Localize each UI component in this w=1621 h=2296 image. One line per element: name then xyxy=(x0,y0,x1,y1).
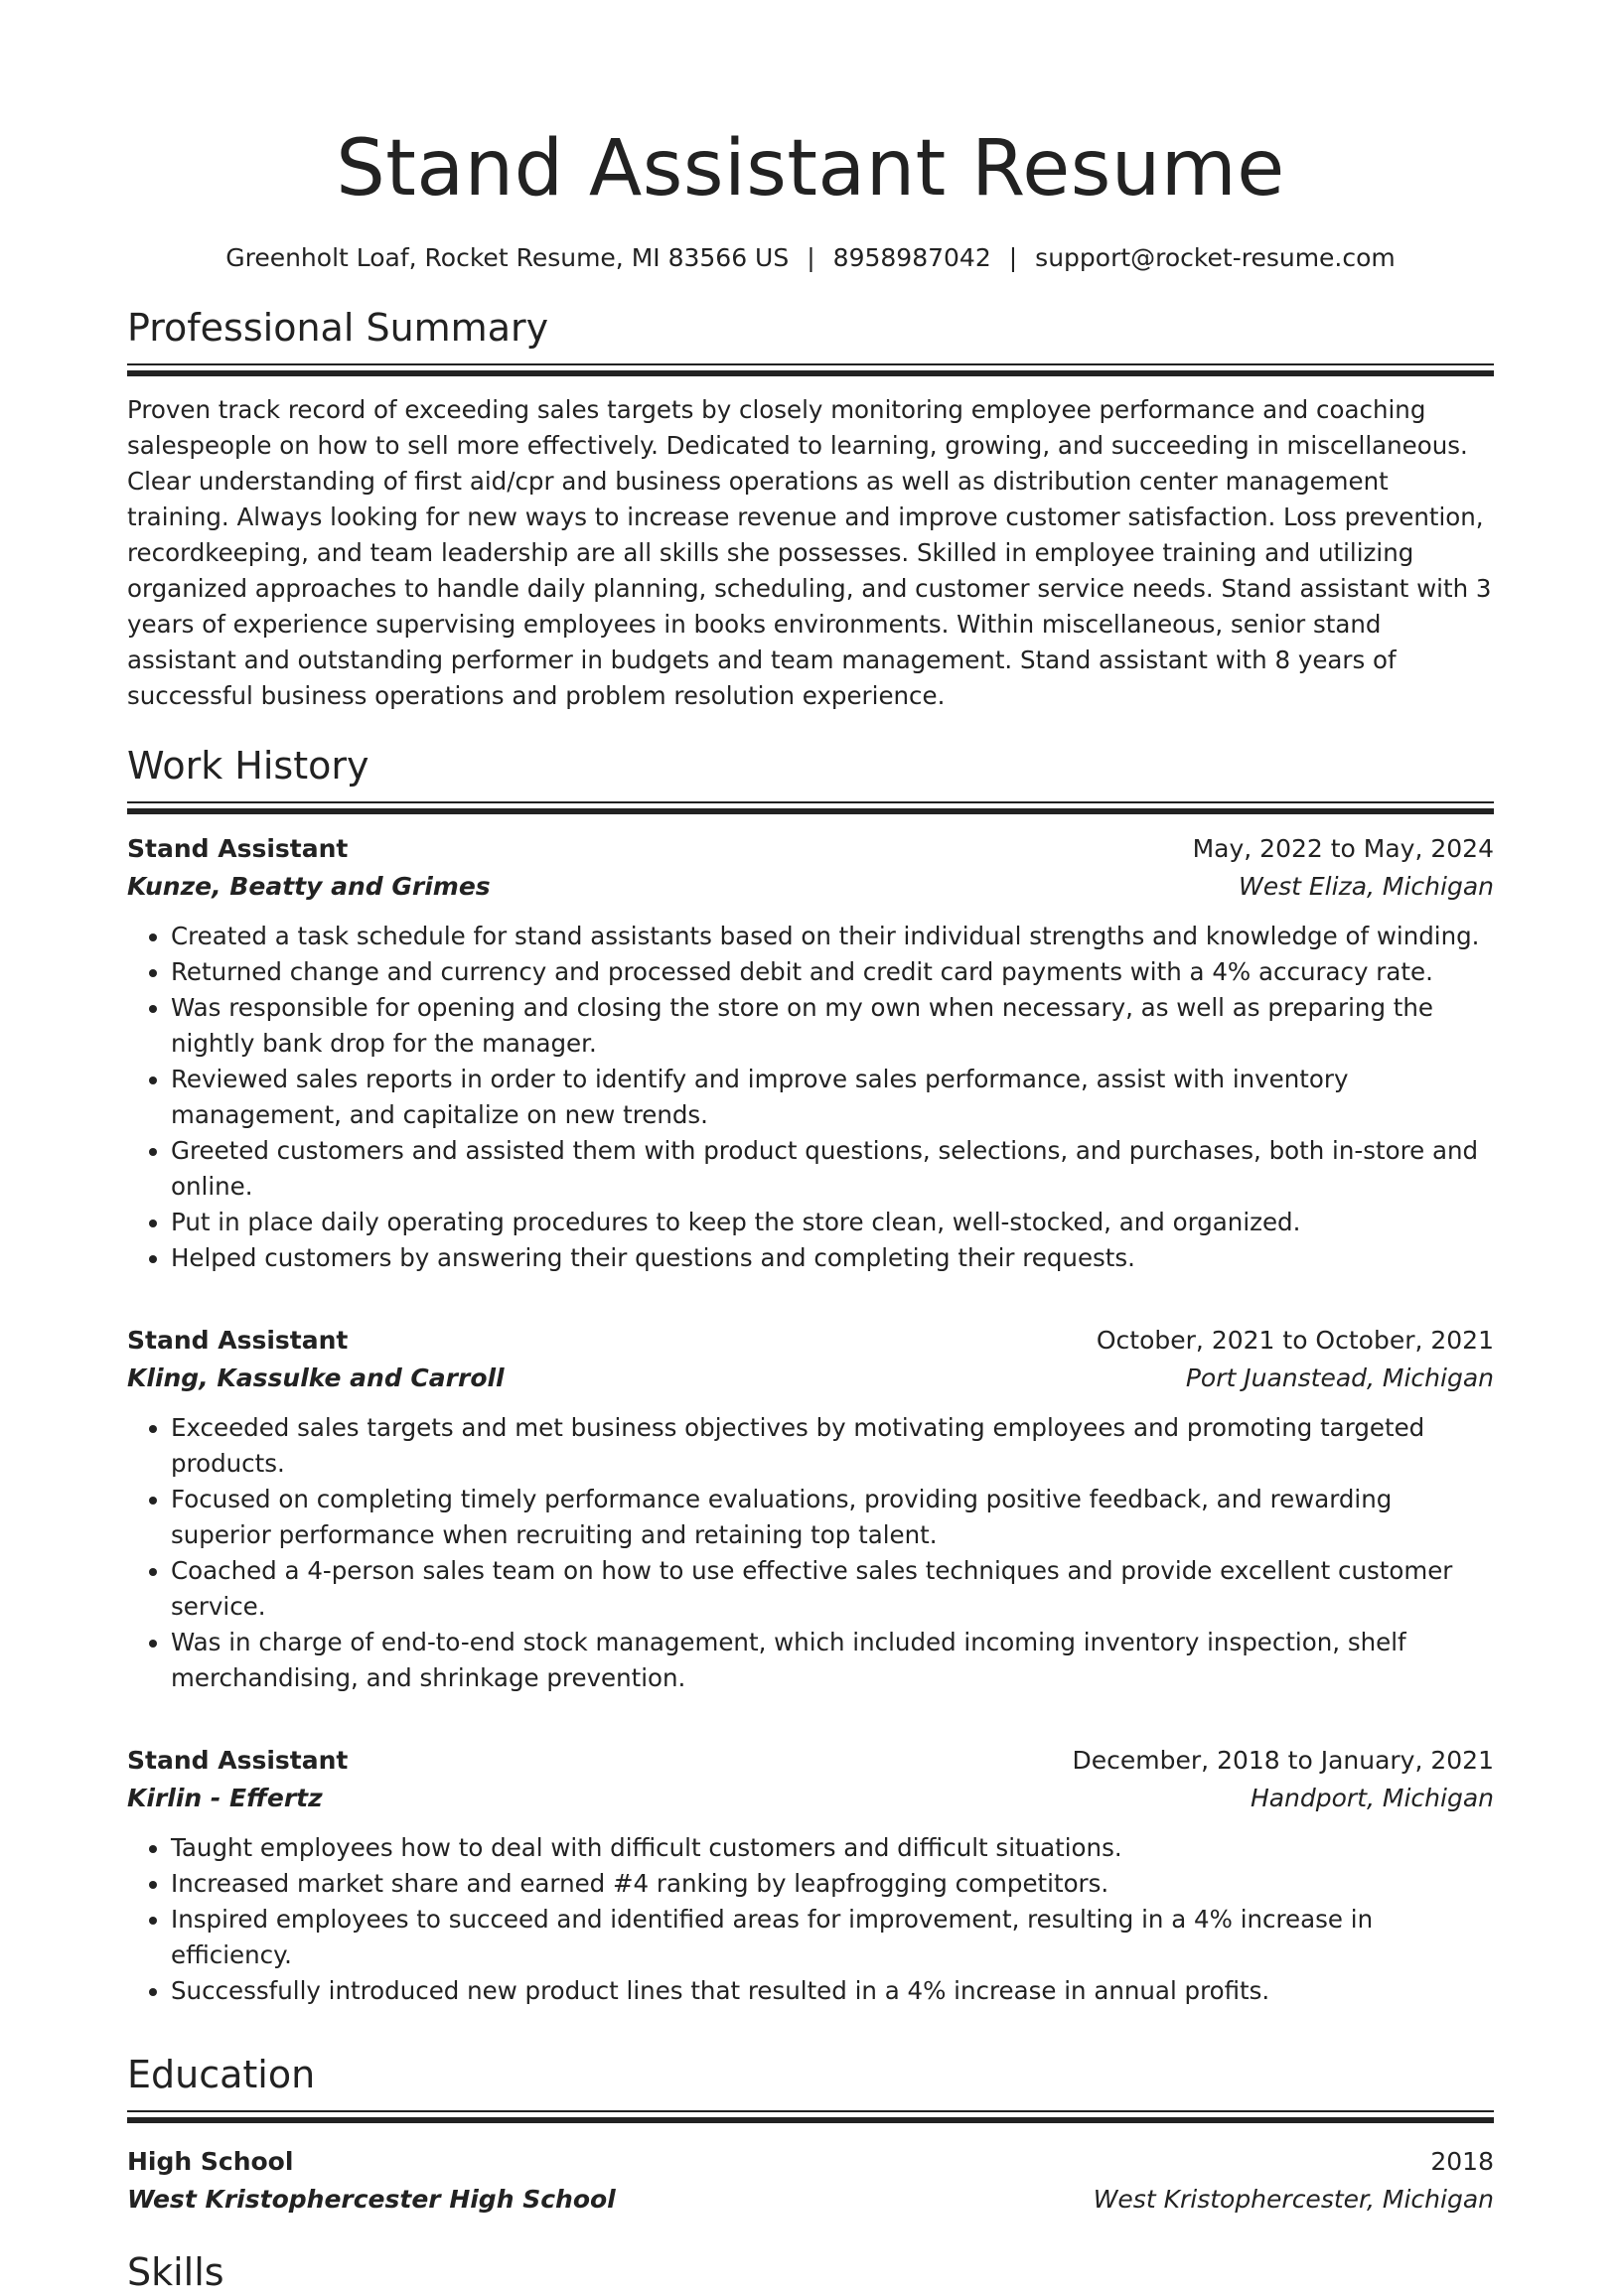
job-entry xyxy=(127,1322,1494,1696)
job-company-row xyxy=(127,1360,1494,1397)
job-location: Handport, Michigan xyxy=(1250,1784,1494,1812)
job-title: Stand Assistant xyxy=(127,834,349,863)
education-section xyxy=(127,2051,1494,2219)
job-header-row xyxy=(127,830,1494,868)
summary-text: Proven track record of exceeding sales targets by closely monitoring employee performance and coaching salespeople on how to sell more effectively. Dedicated to learning, growing, and succeeding in miscellaneous. Clear understanding of first aid/cpr and business operations as well as distribution center management training. Always looking for new ways to increase revenue and improve customer satisfaction. Loss prevention, recordkeeping, and team leadership are all skills she possesses. Skilled in employee training and utilizing organized approaches to handle daily planning, scheduling, and customer service needs. Stand assistant with 3 years of experience supervising employees in books environments. Within miscellaneous, senior stand assistant and outstanding performer in budgets and team management. Stand assistant with 8 years of successful business operations and problem resolution experience. xyxy=(127,395,1492,710)
job-location: Port Juanstead, Michigan xyxy=(1185,1363,1494,1392)
job-bullet: • Increased market share and earned #4 ranking by leapfrogging competitors. xyxy=(171,1866,1494,1902)
job-bullet: • Successfully introduced new product lines that resulted in a 4% increase in annual profits. xyxy=(171,1973,1494,2009)
section-title-education: Education xyxy=(127,2053,316,2096)
job-bullet: • Inspired employees to succeed and identified areas for improvement, resulting in a 4% increase in efficiency. xyxy=(171,1902,1494,1973)
job-header-row xyxy=(127,1322,1494,1360)
job-bullet: • Taught employees how to deal with difficult customers and difficult situations. xyxy=(171,1830,1494,1866)
job-dates: October, 2021 to October, 2021 xyxy=(1096,1326,1494,1355)
contact-phone: 8958987042 xyxy=(832,243,991,272)
job-company: Kirlin - Effertz xyxy=(127,1784,323,1812)
job-bullets xyxy=(127,1830,1494,2009)
job-bullet: • Returned change and currency and processed debit and credit card payments with a 4% accuracy rate. xyxy=(171,954,1494,990)
job-bullet: • Reviewed sales reports in order to identify and improve sales performance, assist with inventory management, and capitalize on new trends. xyxy=(171,1062,1494,1133)
job-location: West Eliza, Michigan xyxy=(1239,872,1494,901)
job-title: Stand Assistant xyxy=(127,1746,349,1775)
education-school-row xyxy=(127,2181,1494,2219)
contact-separator: | xyxy=(1008,243,1018,272)
job-company: Kling, Kassulke and Carroll xyxy=(127,1363,505,1392)
job-company: Kunze, Beatty and Grimes xyxy=(127,872,491,901)
summary-section xyxy=(127,304,1494,714)
job-entry xyxy=(127,830,1494,1276)
education-year: 2018 xyxy=(1430,2147,1494,2176)
job-bullets xyxy=(127,1410,1494,1696)
section-title-summary: Professional Summary xyxy=(127,306,549,350)
education-location: West Kristophercester, Michigan xyxy=(1093,2185,1494,2214)
contact-line xyxy=(127,242,1494,274)
contact-separator: | xyxy=(807,243,815,272)
education-school: West Kristophercester High School xyxy=(127,2185,616,2214)
job-bullet: • Put in place daily operating procedures to keep the store clean, well-stocked, and organized. xyxy=(171,1205,1494,1240)
section-divider xyxy=(127,801,1494,814)
job-bullets xyxy=(127,919,1494,1276)
job-entry xyxy=(127,1742,1494,2009)
job-bullet: • Was in charge of end-to-end stock management, which included incoming inventory inspection, shelf merchandising, and shrinkage prevention. xyxy=(171,1625,1494,1696)
education-degree: High School xyxy=(127,2147,294,2176)
job-dates: May, 2022 to May, 2024 xyxy=(1192,834,1494,863)
section-title-skills: Skills xyxy=(127,2250,224,2294)
job-header-row xyxy=(127,1742,1494,1780)
job-company-row xyxy=(127,1780,1494,1817)
education-entry xyxy=(127,2143,1494,2219)
section-title-work-history: Work History xyxy=(127,744,369,788)
job-dates: December, 2018 to January, 2021 xyxy=(1072,1746,1494,1775)
job-bullet: • Exceeded sales targets and met business objectives by motivating employees and promoting targeted products. xyxy=(171,1410,1494,1482)
section-divider xyxy=(127,2110,1494,2123)
job-company-row xyxy=(127,868,1494,906)
job-bullet: • Focused on completing timely performance evaluations, providing positive feedback, and rewarding superior performance when recruiting and retaining top talent. xyxy=(171,1482,1494,1553)
job-title: Stand Assistant xyxy=(127,1326,349,1355)
skills-section xyxy=(127,2248,1494,2296)
resume-title: Stand Assistant Resume xyxy=(336,124,1285,214)
contact-address: Greenholt Loaf, Rocket Resume, MI 83566 US xyxy=(225,243,790,272)
job-bullet: • Created a task schedule for stand assistants based on their individual strengths and knowledge of winding. xyxy=(171,919,1494,954)
resume-page xyxy=(127,0,1494,2296)
job-bullet: • Coached a 4-person sales team on how to use effective sales techniques and provide excellent customer service. xyxy=(171,1553,1494,1625)
job-bullet: • Was responsible for opening and closing the store on my own when necessary, as well as preparing the nightly bank drop for the manager. xyxy=(171,990,1494,1062)
job-bullet: • Helped customers by answering their questions and completing their requests. xyxy=(171,1240,1494,1276)
work-history-section xyxy=(127,742,1494,2009)
section-divider xyxy=(127,363,1494,376)
contact-email: support@rocket-resume.com xyxy=(1035,243,1396,272)
job-bullet: • Greeted customers and assisted them with product questions, selections, and purchases, both in-store and online. xyxy=(171,1133,1494,1205)
education-header-row xyxy=(127,2143,1494,2181)
